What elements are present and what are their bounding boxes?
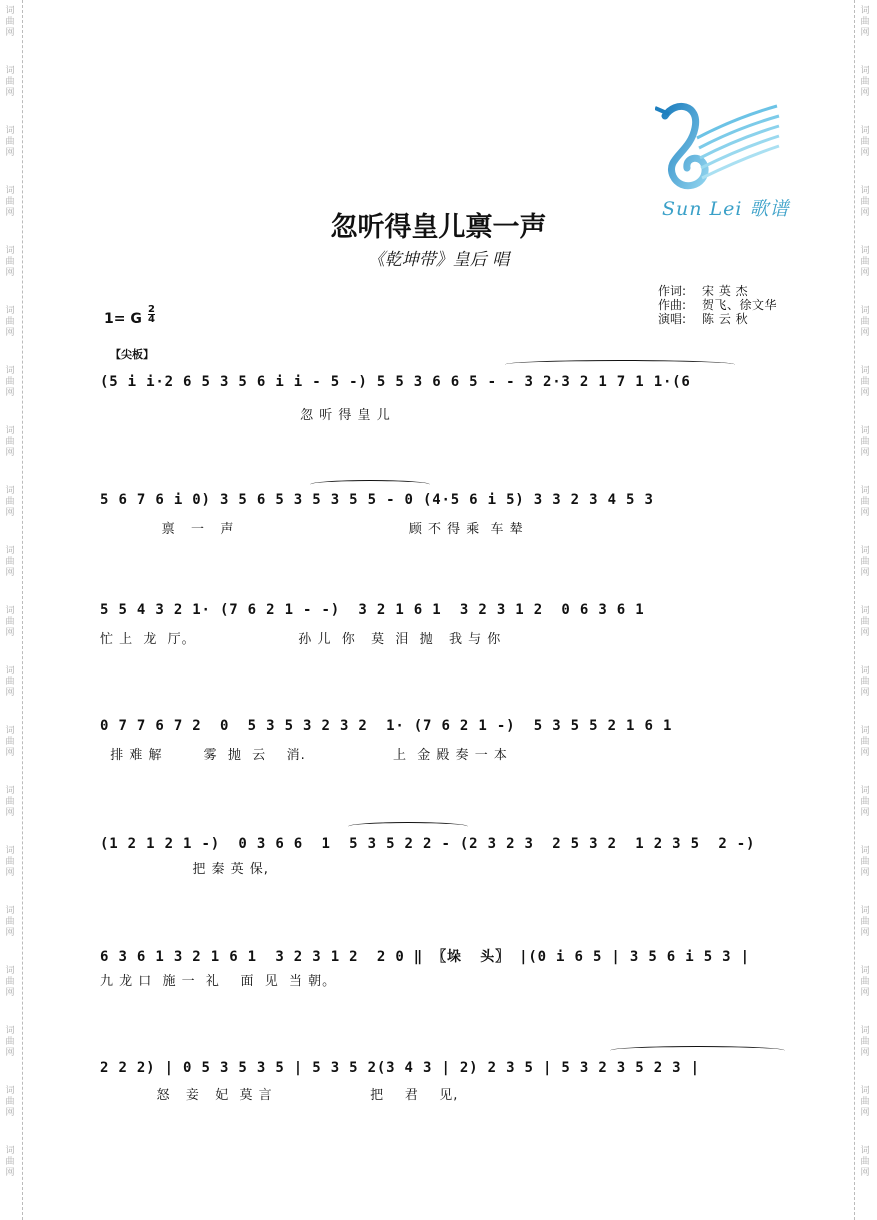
watermark-text: 词 曲 网 [860, 66, 870, 98]
credit-composer [658, 298, 777, 312]
credit-value: 宋 英 杰 [702, 284, 749, 298]
watermark-text: 词 曲 网 [5, 366, 15, 398]
credit-label: 作曲: [658, 298, 687, 312]
watermark-text: 词 曲 网 [5, 6, 15, 38]
watermark-text: 词 曲 网 [860, 426, 870, 458]
watermark-text: 词 曲 网 [860, 306, 870, 338]
right-watermark-strip [854, 0, 877, 1220]
slur-mark [610, 1046, 785, 1055]
slur-mark [310, 480, 430, 489]
watermark-text: 词 曲 网 [5, 606, 15, 638]
notation-system-5 [100, 830, 790, 860]
lyrics-line-6: 九 龙 口 施 一 礼 面 见 当 朝。 [100, 974, 337, 989]
credits-block [658, 284, 777, 326]
watermark-text: 词 曲 网 [5, 186, 15, 218]
watermark-text: 词 曲 网 [5, 1026, 15, 1058]
logo-text: Sun Lei 歌谱 [662, 198, 790, 220]
watermark-text: 词 曲 网 [860, 486, 870, 518]
lyrics-line-7: 怒 妾 妃 莫 言 把 君 见, [100, 1088, 459, 1103]
watermark-text: 词 曲 网 [860, 606, 870, 638]
watermark-text: 词 曲 网 [860, 966, 870, 998]
watermark-text: 词 曲 网 [5, 126, 15, 158]
watermark-text: 词 曲 网 [860, 846, 870, 878]
watermark-text: 词 曲 网 [860, 366, 870, 398]
credit-value: 贺飞、徐文华 [702, 298, 778, 312]
notation-line: 5 6 7 6 i 0) 3 5 6 5 3 5 3 5 5 - 0 (4·5 6 i 5) 3 3 2 3 4 5 3 [100, 492, 654, 508]
notation-system-1 [100, 368, 790, 398]
slur-mark [348, 822, 468, 831]
watermark-text: 词 曲 网 [5, 1146, 15, 1178]
watermark-text: 词 曲 网 [5, 726, 15, 758]
section-marker: 【尖板】 [110, 348, 154, 361]
notation-system-2 [100, 486, 790, 516]
notation-line: 0 7 7 6 7 2 0 5 3 5 3 2 3 2 1· (7 6 2 1 -) 5 3 5 5 2 1 6 1 [100, 718, 673, 734]
watermark-text: 词 曲 网 [5, 246, 15, 278]
lyrics-line-3: 忙 上 龙 厅。 孙 儿 你 莫 泪 抛 我 与 你 [100, 632, 502, 647]
time-signature-denominator: 4 [148, 314, 155, 325]
notation-line: 6 3 6 1 3 2 1 6 1 3 2 3 1 2 2 0 ‖ 〖垛 头〗 |(0 i 6 5 | 3 5 6 i 5 3 | [100, 949, 750, 965]
watermark-text: 词 曲 网 [5, 546, 15, 578]
watermark-text: 词 曲 网 [860, 246, 870, 278]
watermark-text: 词 曲 网 [5, 426, 15, 458]
watermark-text: 词 曲 网 [5, 786, 15, 818]
watermark-text: 词 曲 网 [5, 966, 15, 998]
lyrics-line-1: 忽 听 得 皇 儿 [100, 408, 391, 423]
watermark-text: 词 曲 网 [5, 486, 15, 518]
watermark-text: 词 曲 网 [860, 186, 870, 218]
watermark-text: 词 曲 网 [860, 6, 870, 38]
notation-line: 2 2 2) | 0 5 3 5 3 5 | 5 3 5 2(3 4 3 | 2) 2 3 5 | 5 3 2 3 5 2 3 | [100, 1060, 700, 1076]
key-signature: 1= G [104, 311, 142, 327]
watermark-text: 词 曲 网 [5, 846, 15, 878]
time-signature-numerator: 2 [148, 304, 155, 315]
notation-system-3 [100, 596, 790, 626]
watermark-text: 词 曲 网 [860, 726, 870, 758]
notation-system-7 [100, 1054, 790, 1084]
notation-line: 5 5 4 3 2 1· (7 6 2 1 - -) 3 2 1 6 1 3 2 3 1 2 0 6 3 6 1 [100, 602, 645, 618]
watermark-text: 词 曲 网 [860, 666, 870, 698]
slur-mark [505, 360, 735, 369]
watermark-text: 词 曲 网 [860, 906, 870, 938]
watermark-text: 词 曲 网 [860, 786, 870, 818]
credit-singer [658, 312, 777, 326]
song-subtitle: 《乾坤带》皇后 唱 [367, 250, 510, 270]
time-signature [148, 305, 155, 324]
watermark-text: 词 曲 网 [860, 1026, 870, 1058]
credit-lyricist [658, 284, 777, 298]
lyrics-line-2: 禀 一 声 顾 不 得 乘 车 辇 [100, 522, 524, 537]
lyrics-line-5: 把 秦 英 保, [100, 862, 269, 877]
lyrics-line-4: 排 难 解 雾 抛 云 消. 上 金 殿 奏 一 本 [100, 748, 508, 763]
watermark-text: 词 曲 网 [5, 906, 15, 938]
notation-system-4 [100, 712, 790, 742]
watermark-text: 词 曲 网 [5, 1086, 15, 1118]
watermark-text: 词 曲 网 [860, 1086, 870, 1118]
song-title: 忽听得皇儿禀一声 [330, 212, 547, 243]
credit-value: 陈 云 秋 [702, 312, 749, 326]
watermark-text: 词 曲 网 [5, 66, 15, 98]
notation-system-6 [100, 940, 790, 970]
watermark-text: 词 曲 网 [860, 1146, 870, 1178]
watermark-text: 词 曲 网 [860, 546, 870, 578]
notation-line: (1 2 1 2 1 -) 0 3 6 6 1 5 3 5 2 2 - (2 3 2 3 2 5 3 2 1 2 3 5 2 -) [100, 836, 756, 852]
watermark-text: 词 曲 网 [5, 306, 15, 338]
credit-label: 作词: [658, 284, 687, 298]
credit-label: 演唱: [658, 312, 687, 326]
left-watermark-strip [0, 0, 23, 1220]
watermark-text: 词 曲 网 [860, 126, 870, 158]
watermark-text: 词 曲 网 [5, 666, 15, 698]
notation-line: (5 i i·2 6 5 3 5 6 i i - 5 -) 5 5 3 6 6 5 - - 3 2·3 2 1 7 1 1·(6 [100, 374, 691, 390]
